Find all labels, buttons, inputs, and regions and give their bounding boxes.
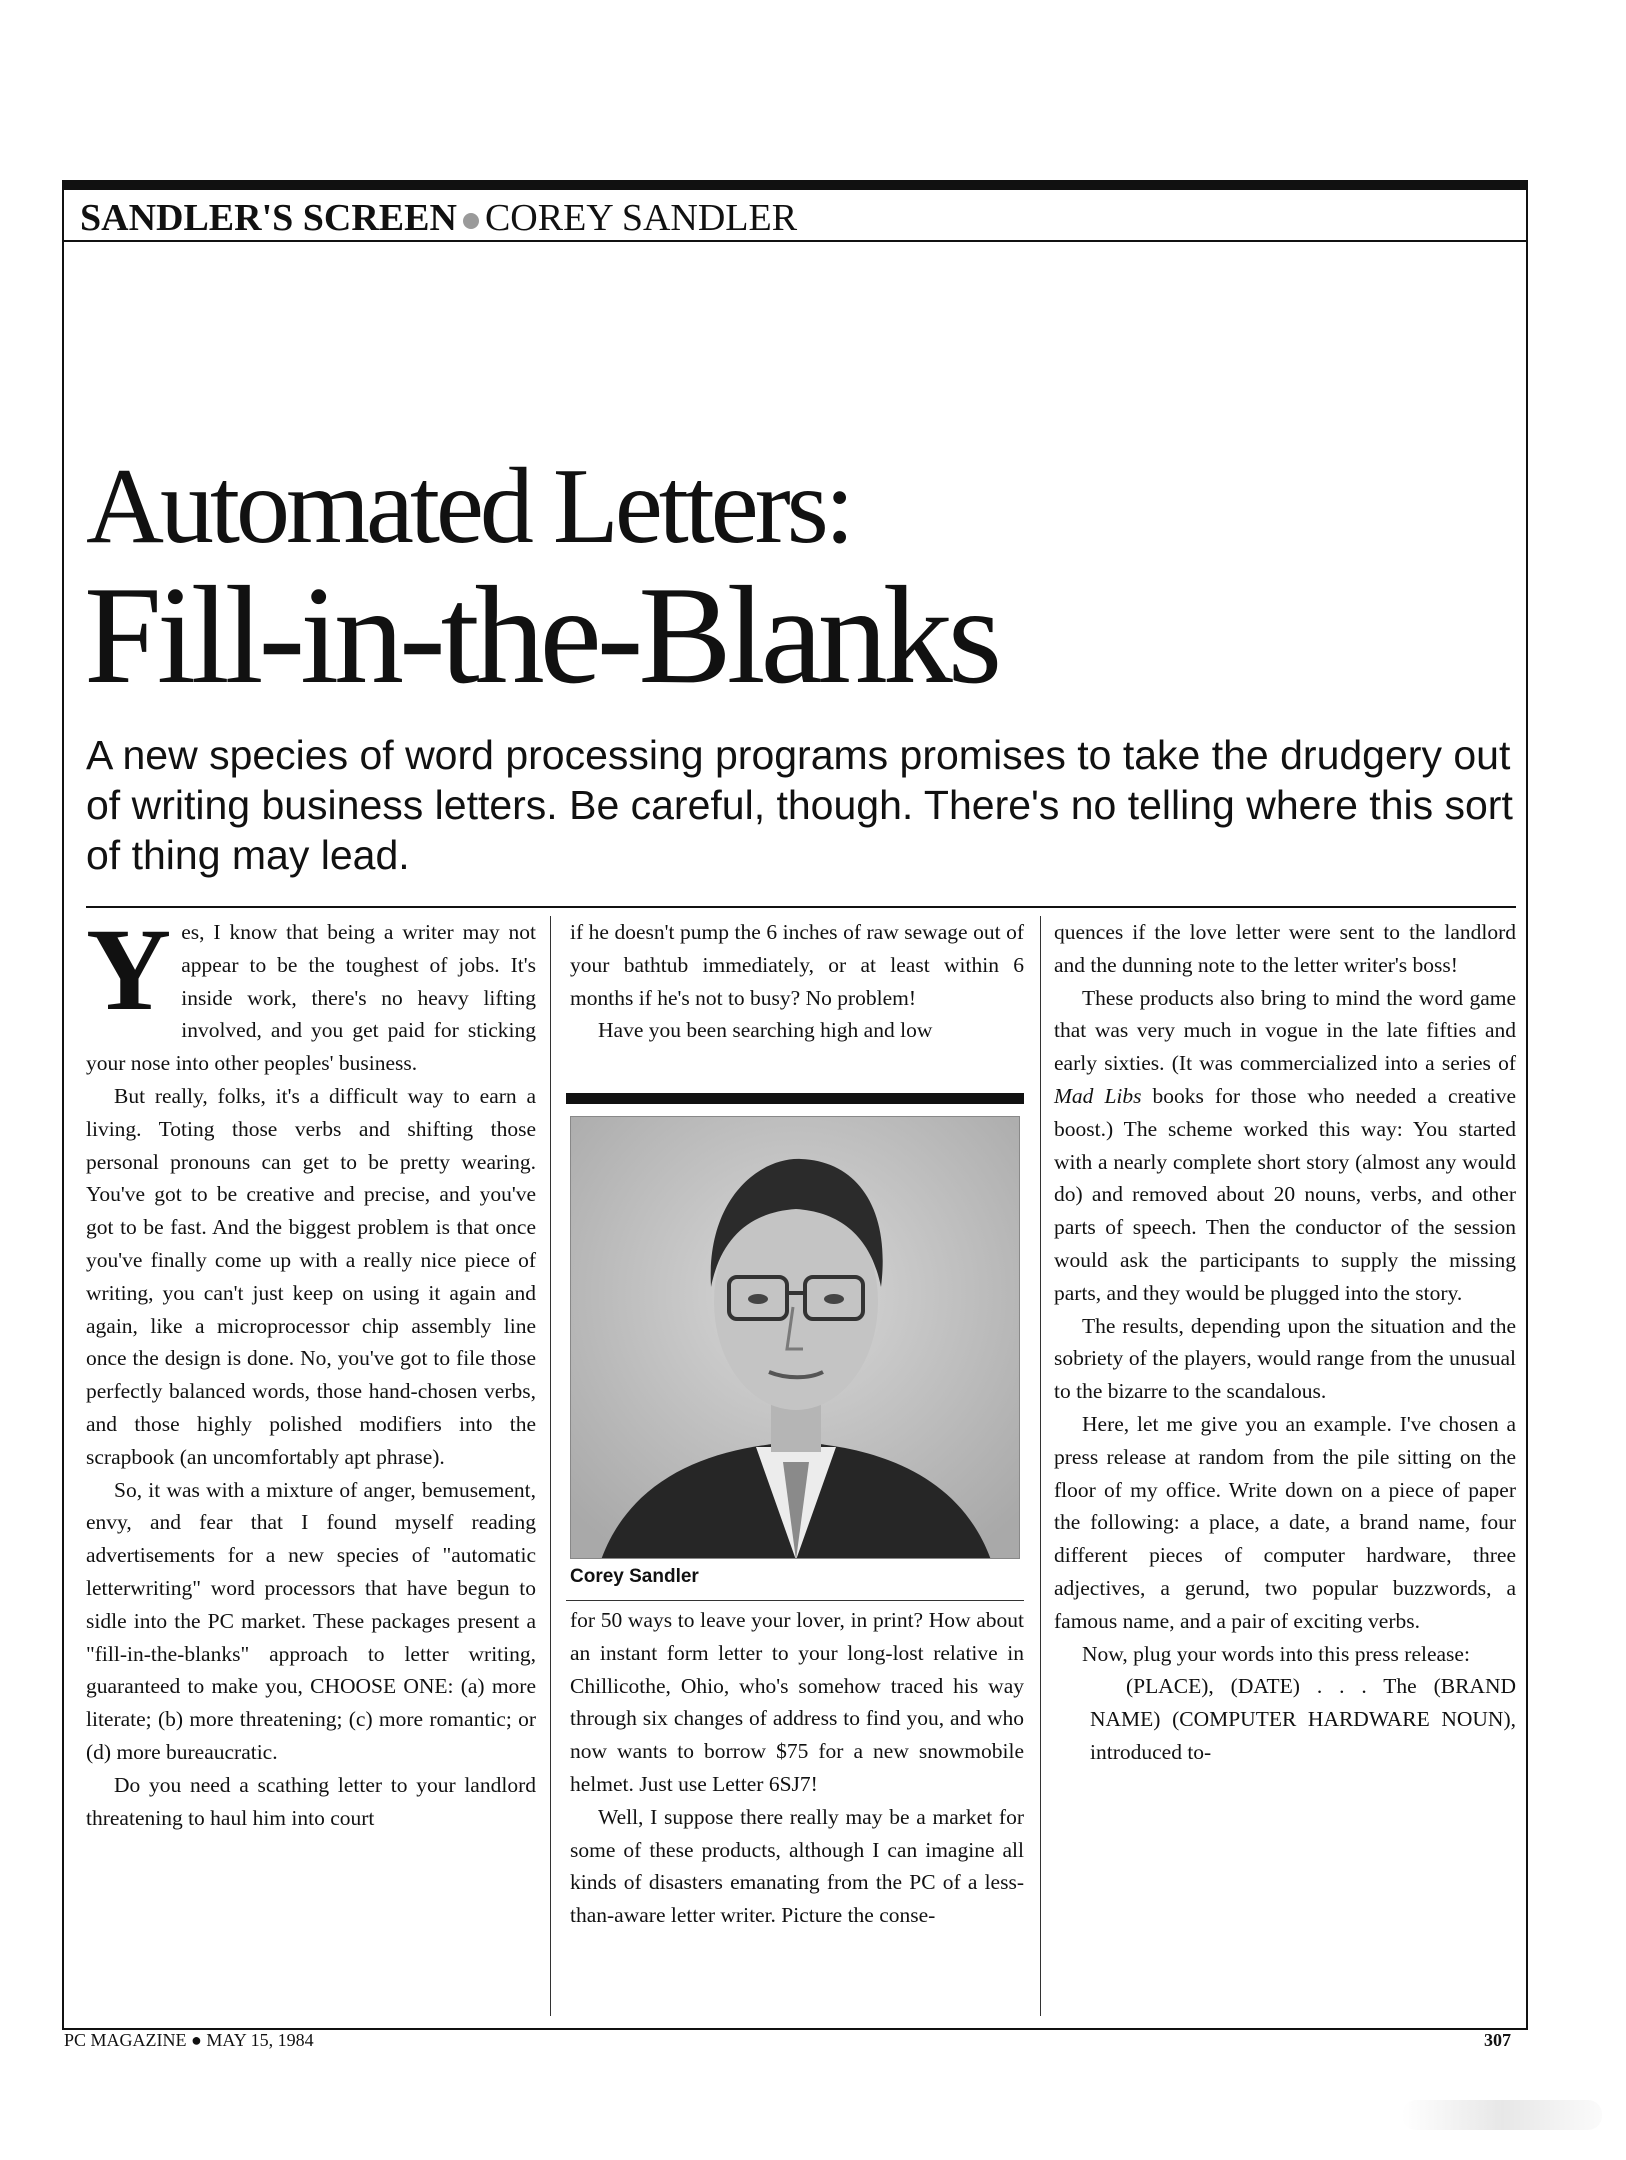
portrait-image xyxy=(571,1117,1020,1559)
column-separator-2 xyxy=(1040,916,1041,2016)
paragraph: Here, let me give you an example. I've chosen a press release at random from the pile sitting on the floor of my office. Write down on a piece of paper the following: a place, a date, a brand name, four different pieces of computer hardware, three adjectives, a gerund, two popular buzzwords, a famous name, and a pair of exciting verbs. xyxy=(1054,1411,1516,1633)
drop-cap: Y xyxy=(86,904,172,1035)
paragraph: So, it was with a mixture of anger, bemusement, envy, and fear that I found myself reading advertisements for a new species of "automatic letterwriting" word processors that have begun to sidle into the PC market. These packages present a "fill-in-the-blanks" approach to letter writing, guaranteed to make you, CHOOSE ONE: (a) more literate; (b) more threatening; (c) more romantic; or (d) more bureaucratic. xyxy=(86,1477,536,1764)
italic-title: Mad Libs xyxy=(1054,1083,1142,1108)
page-number: 307 xyxy=(1484,2030,1511,2050)
scan-smudge xyxy=(1402,2100,1602,2130)
issue-date: MAY 15, 1984 xyxy=(206,2030,314,2050)
bullet-dot-icon xyxy=(463,213,479,229)
paragraph: But really, folks, it's a difficult way to earn a living. Toting those verbs and shifting those personal pronouns can get to be pretty wearing. You've got to be creative and precise, and you've got to be fast. And the biggest problem is that once you've finally come up with a really nice piece of writing, you can't just keep on using it again and again, like a microprocessor chip assembly line once the design is done. No, you've got to file those perfectly balanced words, those hand-chosen verbs, and those highly polished modifiers into the scrapbook (an uncomfortably apt phrase). xyxy=(86,1083,536,1469)
paragraph: quences if the love letter were sent to the landlord and the dunning note to the letter writer's boss! xyxy=(1054,920,1516,977)
paragraph: if he doesn't pump the 6 inches of raw sewage out of your bathtub immediately, or at least within 6 months if he's not to busy? No problem! xyxy=(570,920,1024,1010)
headline-line-2: Fill-in-the-Blanks xyxy=(84,558,998,713)
text-column-1 xyxy=(86,904,536,1834)
paragraph: Have you been searching high and low xyxy=(598,1018,933,1043)
paragraph-text: es, I know that being a writer may not appear to be the toughest of jobs. It's inside work, there's no heavy lifting involved, and you get paid for sticking your nose into other peoples' business. xyxy=(86,920,536,1076)
author-label: COREY SANDLER xyxy=(484,197,798,239)
paragraph-text: These products also bring to mind the word game that was very much in vogue in the late fifties and early sixties. (It was commercialized into a series of xyxy=(1054,985,1516,1076)
paragraph: Well, I suppose there really may be a market for some of these products, although I can imagine all kinds of disasters emanating from the PC of a less-than-aware letter writer. Picture the conse- xyxy=(570,1804,1024,1928)
paragraph-text: books for those who needed a creative boost.) The scheme worked this way: You started with a nearly complete short story (almost any would do) and removed about 20 nouns, verbs, and other parts of speech. Then the conductor of the session would ask the participants to supply the missing parts, and they would be plugged into the story. xyxy=(1054,1083,1516,1305)
deck-rule xyxy=(86,906,1516,908)
press-release-template: (PLACE), (DATE) . . . The (BRAND NAME) (COMPUTER HARDWARE NOUN), introduced to- xyxy=(1090,1674,1516,1764)
column-title xyxy=(80,196,797,240)
photo-caption: Corey Sandler xyxy=(570,1566,699,1587)
text-column-2-top xyxy=(570,916,1024,1047)
column-separator-1 xyxy=(550,916,551,2016)
paragraph: for 50 ways to leave your lover, in print? How about an instant form letter to your long-lost relative in Chillicothe, Ohio, who's somehow traced his way through six changes of address to find you, and who now wants to borrow $75 for a new snowmobile helmet. Just use Letter 6SJ7! xyxy=(570,1608,1024,1796)
caption-rule xyxy=(566,1600,1024,1601)
paragraph: The results, depending upon the situation and the sobriety of the players, would range from the unusual to the bizarre to the scandalous. xyxy=(1054,1313,1516,1404)
paragraph: Now, plug your words into this press release: xyxy=(1082,1641,1470,1666)
column-label: SANDLER'S SCREEN xyxy=(80,197,457,239)
footer-folio: PC MAGAZINE ● MAY 15, 1984 xyxy=(64,2030,314,2050)
paragraph xyxy=(1054,982,1516,1310)
column-header xyxy=(62,190,1528,242)
text-column-2-bottom xyxy=(570,1604,1024,1932)
author-photo xyxy=(570,1116,1020,1559)
photo-top-bar xyxy=(566,1093,1024,1104)
paragraph xyxy=(86,904,536,1080)
article-deck: A new species of word processing programs promises to take the drudgery out of writing business letters. Be careful, though. There's no telling where this sort of thing may lead. xyxy=(86,732,1513,878)
paragraph: Do you need a scathing letter to your landlord threatening to haul him into court xyxy=(86,1772,536,1830)
publication-name: PC MAGAZINE xyxy=(64,2030,187,2050)
text-column-3 xyxy=(1054,916,1516,1769)
headline-line-1: Automated Letters: xyxy=(86,447,851,566)
